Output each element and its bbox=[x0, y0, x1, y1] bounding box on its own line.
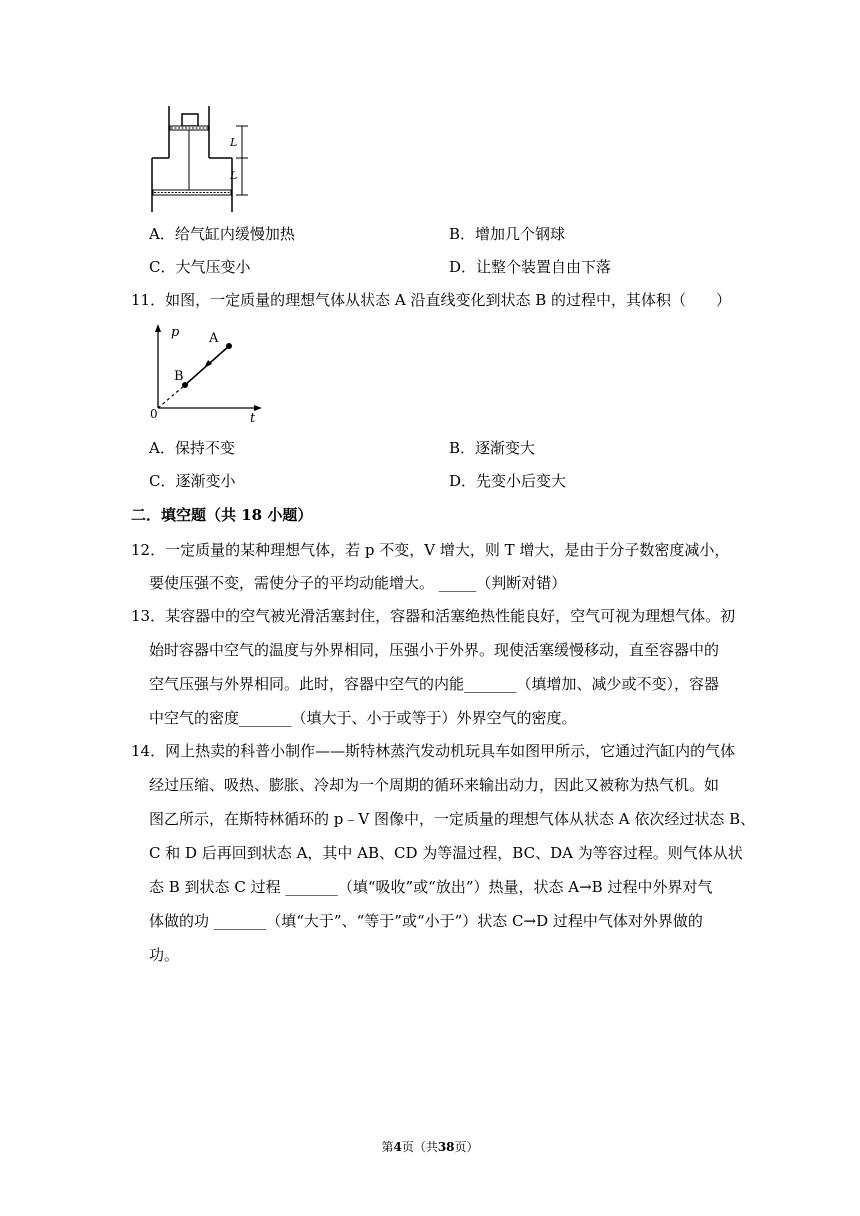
q14-line-2: 经过压缩、吸热、膨胀、冷却为一个周期的循环来输出动力，因此又被称为热气机。如 bbox=[149, 776, 720, 794]
p-t-graph bbox=[146, 322, 266, 426]
q10-option-b: B．增加几个钢球 bbox=[449, 225, 566, 243]
footer-mid: 页（共 bbox=[401, 1140, 438, 1154]
q14-line-7: 功。 bbox=[149, 946, 180, 964]
q12-line-2: 要使压强不变，需使分子的平均动能增大。 _____（判断对错） bbox=[149, 574, 567, 592]
label-l-upper: L bbox=[230, 136, 238, 149]
q13-line-2: 始时容器中空气的温度与外界相同，压强小于外界。现使活塞缓慢移动，直至容器中的 bbox=[149, 641, 720, 659]
page-footer bbox=[0, 1138, 860, 1155]
q13-line-4: 中空气的密度_______（填大于、小于或等于）外界空气的密度。 bbox=[149, 709, 577, 727]
q11-stem: 11．如图，一定质量的理想气体从状态 A 沿直线变化到状态 B 的过程中，其体积（ ） bbox=[131, 291, 732, 309]
q10-option-a: A．给气缸内缓慢加热 bbox=[149, 225, 295, 243]
axis-t-label: t bbox=[250, 411, 256, 426]
q14-line-4: C 和 D 后再回到状态 A，其中 AB、CD 为等温过程，BC、DA 为等容过程。则气体从状 bbox=[149, 844, 743, 862]
section-heading: 二．填空题（共 18 小题） bbox=[131, 506, 313, 524]
footer-page-number: 4 bbox=[393, 1140, 402, 1154]
footer-total-pages: 38 bbox=[437, 1140, 455, 1154]
cylinder-figure bbox=[144, 104, 260, 216]
q13-line-3: 空气压强与外界相同。此时，容器中空气的内能_______（填增加、减少或不变），容器 bbox=[149, 675, 720, 693]
q14-line-1: 14．网上热卖的科普小制作——斯特林蒸汽发动机玩具车如图甲所示，它通过汽缸内的气体 bbox=[131, 742, 736, 760]
q11-option-c: C．逐渐变小 bbox=[149, 472, 236, 490]
axis-p-label: p bbox=[171, 325, 180, 340]
q10-option-c: C．大气压变小 bbox=[149, 258, 251, 276]
point-b-label: B bbox=[174, 369, 184, 384]
q11-option-d: D．先变小后变大 bbox=[449, 472, 567, 490]
q14-line-6: 体做的功 _______（填“大于”、“等于”或“小于”）状态 C→D 过程中气体对外界做的 bbox=[149, 912, 703, 930]
q10-option-d: D．让整个装置自由下落 bbox=[449, 258, 612, 276]
label-l-lower: L bbox=[230, 169, 238, 182]
q14-line-3: 图乙所示，在斯特林循环的 p﹣V 图像中，一定质量的理想气体从状态 A 依次经过状态 B、 bbox=[149, 810, 756, 828]
q13-line-1: 13．某容器中的空气被光滑活塞封住，容器和活塞绝热性能良好，空气可视为理想气体。初 bbox=[131, 607, 736, 625]
footer-post: 页） bbox=[454, 1140, 479, 1154]
origin-label: 0 bbox=[150, 407, 158, 421]
q11-option-b: B．逐渐变大 bbox=[449, 439, 536, 457]
point-a-label: A bbox=[209, 331, 219, 346]
q14-line-5: 态 B 到状态 C 过程 _______（填“吸收”或“放出”）热量，状态 A→B 过程中外界对气 bbox=[149, 878, 713, 896]
q12-line-1: 12．一定质量的某种理想气体，若 p 不变，V 增大，则 T 增大，是由于分子数密度减小， bbox=[131, 541, 730, 559]
q11-option-a: A．保持不变 bbox=[149, 439, 235, 457]
footer-pre: 第 bbox=[381, 1140, 394, 1154]
